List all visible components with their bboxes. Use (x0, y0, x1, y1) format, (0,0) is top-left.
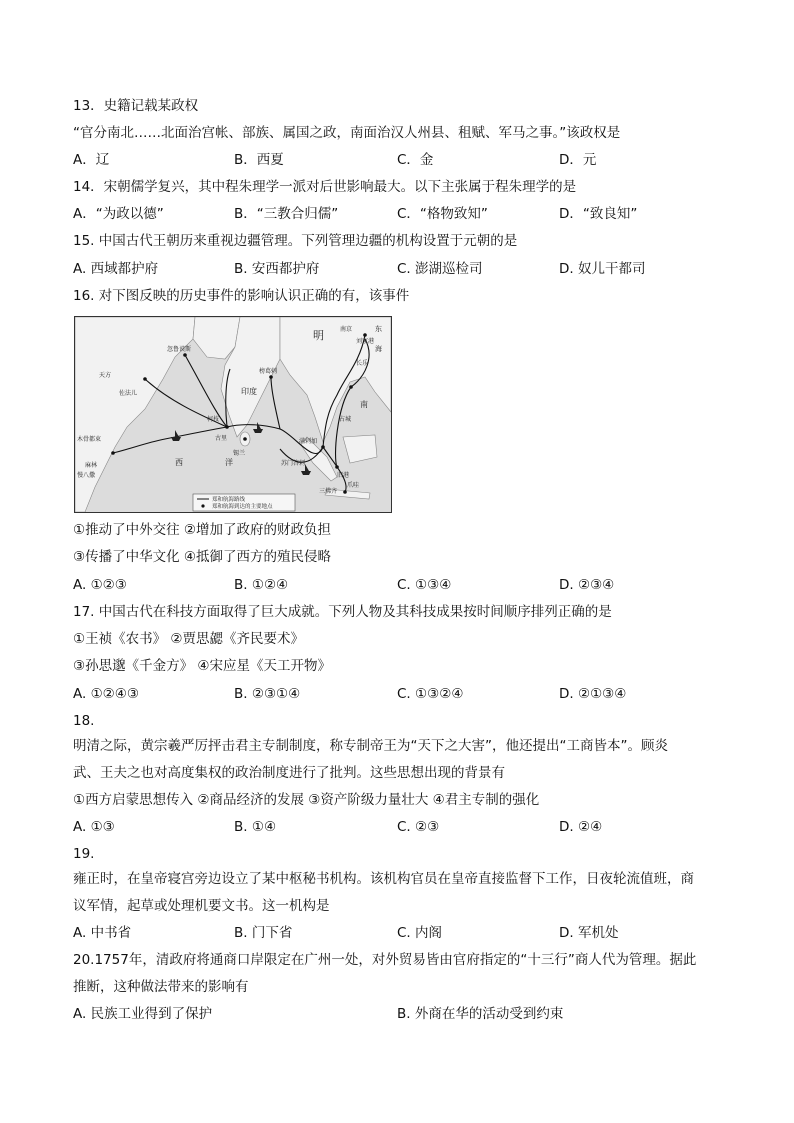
q13-stem-1: 13．史籍记载某政权 (73, 98, 199, 114)
label-yang: 洋 (225, 458, 233, 467)
label-sumendala: 苏门答剌 (281, 460, 306, 467)
map-svg (75, 317, 391, 512)
label-jiugang: 旧港 (337, 472, 350, 479)
q18-stem-1: 明清之际，黄宗羲严厉抨击君主专制制度，称专制帝王为“天下之大害”，他还提出“工商皆本”。顾炎 (73, 738, 668, 754)
q16-option-d[interactable]: D. ②③④ (559, 577, 615, 593)
label-manlajia: 满剌加 (299, 438, 318, 445)
q17-statement-1: ①王祯《农书》 ②贾思勰《齐民要术》 (73, 631, 304, 647)
label-zhancheng: 占城 (339, 416, 352, 423)
q20-stem-1: 20.1757年，清政府将通商口岸限定在广州一处，对外贸易皆由官府指定的“十三行”商人代为管理。据此 (73, 952, 697, 968)
q20-option-a[interactable]: A. 民族工业得到了保护 (73, 1006, 213, 1022)
q17-option-b[interactable]: B. ②③①④ (234, 686, 301, 702)
q15-option-b[interactable]: B. 安西都护府 (234, 261, 320, 277)
label-xi: 西 (175, 458, 183, 467)
label-gulibancheng: 古里 (215, 435, 228, 442)
q14-stem: 14．宋朝儒学复兴，其中程朱理学一派对后世影响最大。以下主张属于程朱理学的是 (73, 179, 577, 195)
label-changle: 长乐 (356, 360, 369, 367)
q13-option-d[interactable]: D．元 (559, 152, 597, 168)
q18-option-d[interactable]: D. ②④ (559, 819, 603, 835)
q18-stem-2: 武、王夫之也对高度集权的政治制度进行了批判。这些思想出现的背景有 (73, 765, 505, 781)
zheng-he-voyage-map (74, 316, 392, 513)
label-nanjing: 南京 (340, 326, 353, 333)
q19-stem-2: 议军情，起草或处理机要文书。这一机构是 (73, 898, 330, 914)
q18-option-b[interactable]: B. ①④ (234, 819, 277, 835)
label-mugudushu: 木骨都束 (77, 436, 102, 443)
q17-option-d[interactable]: D. ②①③④ (559, 686, 627, 702)
label-bangeila: 榜葛剌 (259, 368, 278, 375)
q17-option-a[interactable]: A. ①②④③ (73, 686, 139, 702)
q18-option-a[interactable]: A. ①③ (73, 819, 115, 835)
label-zufaer: 佐法儿 (119, 390, 138, 397)
label-malin: 麻林 (85, 462, 98, 469)
label-ming: 明 (313, 329, 324, 342)
map-legend (193, 494, 295, 511)
q13-option-b[interactable]: B．西夏 (234, 152, 284, 168)
q15-stem: 15. 中国古代王朝历来重视边疆管理。下列管理边疆的机构设置于元朝的是 (73, 233, 518, 249)
q18-option-c[interactable]: C. ②③ (397, 819, 440, 835)
q13-stem-2: “官分南北……北面治宫帐、部族、属国之政，南面治汉人州县、租赋、军马之事。”该政权是 (73, 125, 621, 141)
q16-option-a[interactable]: A. ①②③ (73, 577, 127, 593)
q17-statement-2: ③孙思邈《千金方》 ④宋应星《天工开物》 (73, 658, 331, 674)
q17-stem: 17. 中国古代在科技方面取得了巨大成就。下列人物及其科技成果按时间顺序排列正确的是 (73, 604, 612, 620)
q19-stem-1: 雍正时，在皇帝寝宫旁边设立了某中枢秘书机构。该机构官员在皇帝直接监督下工作，日夜轮流值班，商 (73, 871, 694, 887)
label-dong: 东 (375, 325, 382, 333)
legend-route: 郑和航海路线 (212, 497, 246, 503)
q15-option-d[interactable]: D. 奴儿干都司 (559, 261, 646, 277)
q14-option-c[interactable]: C．“格物致知” (397, 206, 488, 222)
q14-option-b[interactable]: B．“三教合归儒” (234, 206, 339, 222)
q16-stem: 16. 对下图反映的历史事件的影响认识正确的有，该事件 (73, 288, 410, 304)
label-xilan: 锡兰 (233, 450, 246, 457)
q16-option-b[interactable]: B. ①②④ (234, 577, 289, 593)
legend-places: 郑和航海到达的主要地点 (212, 504, 273, 510)
label-liujiagang: 刘家港 (356, 338, 375, 345)
q20-stem-2: 推断，这种做法带来的影响有 (73, 979, 249, 995)
q14-option-d[interactable]: D．“致良知” (559, 206, 638, 222)
q19-option-b[interactable]: B. 门下省 (234, 925, 293, 941)
q15-option-a[interactable]: A. 西域都护府 (73, 261, 159, 277)
label-kezhi: 柯枝 (207, 416, 220, 423)
label-hai: 海 (375, 345, 382, 353)
label-yindu: 印度 (241, 387, 257, 396)
q18-statement: ①西方启蒙思想传入 ②商品经济的发展 ③资产阶级力量壮大 ④君主专制的强化 (73, 792, 540, 808)
q19-option-a[interactable]: A. 中书省 (73, 925, 132, 941)
q20-option-b[interactable]: B. 外商在华的活动受到约束 (397, 1006, 564, 1022)
label-sanfoqi: 三佛齐 (319, 488, 338, 495)
q14-option-a[interactable]: A．“为政以德” (73, 206, 164, 222)
q17-option-c[interactable]: C. ①③②④ (397, 686, 464, 702)
q19-option-d[interactable]: D. 军机处 (559, 925, 619, 941)
label-zhaowa: 爪哇 (347, 482, 360, 489)
label-nan: 南 (360, 400, 368, 409)
q13-option-c[interactable]: C．金 (397, 152, 434, 168)
label-mangbasa: 慢八撒 (77, 472, 96, 479)
q18-number: 18. (73, 713, 95, 729)
label-tianfang: 天方 (99, 372, 112, 379)
q15-option-c[interactable]: C. 澎湖巡检司 (397, 261, 483, 277)
q19-option-c[interactable]: C. 内阁 (397, 925, 443, 941)
q16-statement-1: ①推动了中外交往 ②增加了政府的财政负担 (73, 522, 331, 538)
q16-option-c[interactable]: C. ①③④ (397, 577, 452, 593)
label-hulumosi: 忽鲁谟斯 (167, 346, 192, 353)
q16-statement-2: ③传播了中华文化 ④抵御了西方的殖民侵略 (73, 549, 331, 565)
q19-number: 19. (73, 846, 95, 862)
q13-option-a[interactable]: A．辽 (73, 152, 110, 168)
